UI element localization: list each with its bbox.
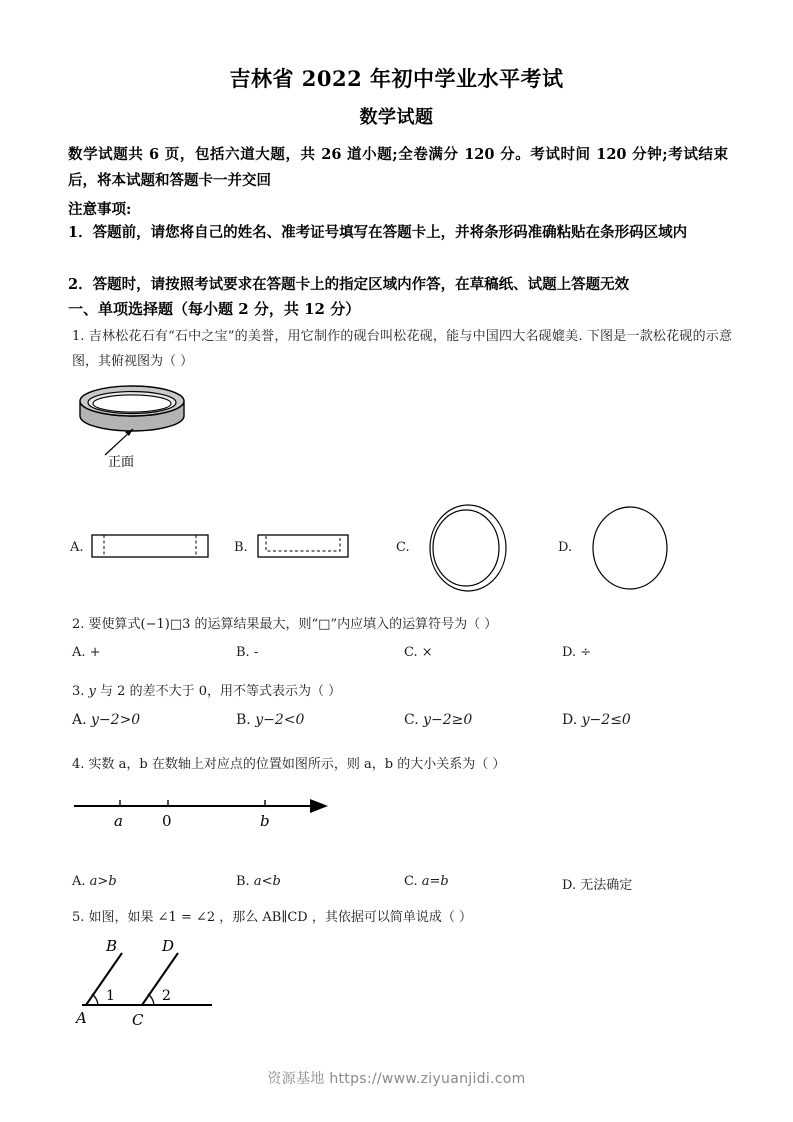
exam-intro: 数学试题共 6 页，包括六道大题，共 26 道小题;全卷满分 120 分。考试时间 120 分钟;考试结束后，将本试题和答题卡一并交回 — [68, 146, 728, 189]
number-line-label-b: b — [260, 812, 270, 830]
question-3-option-a-value: y−2>0 — [91, 712, 141, 728]
question-3-option-b-value: y−2<0 — [255, 712, 305, 728]
question-3-suffix: 与 2 的差不大于 0，用不等式表示为（ ） — [95, 684, 342, 699]
question-3-prefix: 3. — [72, 684, 89, 699]
question-2-option-d-label: D. — [562, 645, 577, 660]
notice-heading: 注意事项: — [68, 201, 132, 218]
question-3-option-d-value: y−2≤0 — [581, 712, 631, 728]
question-1-option-a-shape[interactable] — [90, 530, 220, 564]
question-4-option-b[interactable] — [236, 874, 281, 889]
question-3-option-d[interactable] — [562, 712, 631, 728]
question-1-option-d-label[interactable]: D. — [558, 540, 573, 555]
angle-figure-label-b: B — [106, 937, 118, 955]
question-3-option-b-label: B. — [236, 712, 251, 728]
question-4-option-c[interactable] — [404, 874, 449, 889]
angle-figure-label-1: 1 — [106, 988, 115, 1004]
question-3-option-c[interactable] — [404, 712, 472, 728]
notice-item-2: 2．答题时，请按照考试要求在答题卡上的指定区域内作答，在草稿纸、试题上答题无效 — [68, 276, 630, 293]
question-4-option-c-value: a=b — [421, 874, 449, 889]
question-4-option-c-label: C. — [404, 874, 418, 889]
question-4-option-a[interactable] — [72, 874, 117, 889]
question-4-option-b-label: B. — [236, 874, 250, 889]
question-3-option-c-value: y−2≥0 — [423, 712, 473, 728]
question-1-options — [66, 500, 746, 600]
question-3-variable: y — [88, 684, 96, 699]
question-2-option-d-value: ÷ — [580, 645, 592, 660]
question-2-option-a[interactable] — [72, 645, 101, 660]
question-3-options — [72, 712, 732, 734]
question-1-figure-inkstone — [70, 383, 300, 468]
question-2-option-a-value: + — [89, 645, 101, 660]
question-4-option-d-label: D. — [562, 878, 577, 893]
question-3-option-d-label: D. — [562, 712, 578, 728]
question-5-text: 5. 如图，如果 ∠1 = ∠2 ，那么 AB∥CD ，其依据可以简单说成（ ） — [72, 910, 472, 925]
question-1-option-a-label[interactable]: A. — [70, 540, 84, 555]
footer-watermark: 资源基地 https://www.ziyuanjidi.com — [267, 1071, 526, 1087]
question-4-option-b-value: a<b — [253, 874, 281, 889]
question-5-figure-parallel-lines — [70, 933, 250, 1033]
question-2-option-c-label: C. — [404, 645, 418, 660]
question-3-option-c-label: C. — [404, 712, 419, 728]
question-3-option-a-label: A. — [72, 712, 87, 728]
notice-item-1: 1．答题前，请您将自己的姓名、准考证号填写在答题卡上，并将条形码准确粘贴在条形码区域内 — [68, 224, 688, 241]
question-4-option-a-label: A. — [72, 874, 86, 889]
question-3-option-b[interactable] — [236, 712, 304, 728]
question-1-option-b-shape[interactable] — [256, 530, 386, 564]
number-line-label-a: a — [114, 812, 123, 830]
question-2-option-b-label: B. — [236, 645, 250, 660]
question-3-text — [72, 679, 732, 704]
question-4-option-d[interactable] — [562, 874, 632, 893]
question-2-options — [72, 645, 732, 665]
question-1-text: 1. 吉林松花石有“石中之宝”的美誉，用它制作的砚台叫松花砚，能与中国四大名砚媲美. 下图是一款松花砚的示意图，其俯视图为（ ） — [72, 329, 732, 369]
page-subtitle: 数学试题 — [359, 107, 434, 128]
question-1-option-c-label[interactable]: C. — [396, 540, 410, 555]
question-2-option-c-value: × — [421, 645, 433, 660]
question-1-option-c-shape[interactable] — [420, 502, 520, 598]
page-title: 吉林省 2022 年初中学业水平考试 — [229, 66, 564, 91]
angle-figure-label-2: 2 — [162, 988, 171, 1004]
question-4-option-d-value: 无法确定 — [580, 878, 633, 893]
question-2-option-b-value: - — [253, 645, 259, 660]
question-4-option-a-value: a>b — [89, 874, 117, 889]
section-heading-multiple-choice: 一、单项选择题（每小题 2 分，共 12 分） — [68, 300, 361, 318]
question-2-option-a-label: A. — [72, 645, 86, 660]
angle-figure-label-c: C — [132, 1011, 144, 1029]
question-2-option-b[interactable] — [236, 645, 258, 660]
angle-figure-label-d: D — [162, 937, 175, 955]
question-3-option-a[interactable] — [72, 712, 140, 728]
inkstone-callout-label: 正面 — [108, 455, 135, 468]
angle-figure-label-a: A — [76, 1009, 87, 1027]
number-line-label-zero: 0 — [162, 812, 172, 830]
question-2-option-d[interactable] — [562, 645, 591, 660]
question-4-options — [72, 874, 732, 894]
question-4-text: 4. 实数 a，b 在数轴上对应点的位置如图所示，则 a，b 的大小关系为（ ） — [72, 757, 506, 772]
question-1-option-b-label[interactable]: B. — [234, 540, 248, 555]
question-4-figure-number-line — [66, 788, 356, 843]
question-2-option-c[interactable] — [404, 645, 433, 660]
question-2-text: 2. 要使算式(−1)□3 的运算结果最大，则“□”内应填入的运算符号为（ ） — [72, 617, 498, 632]
question-1-option-d-shape[interactable] — [582, 504, 682, 596]
